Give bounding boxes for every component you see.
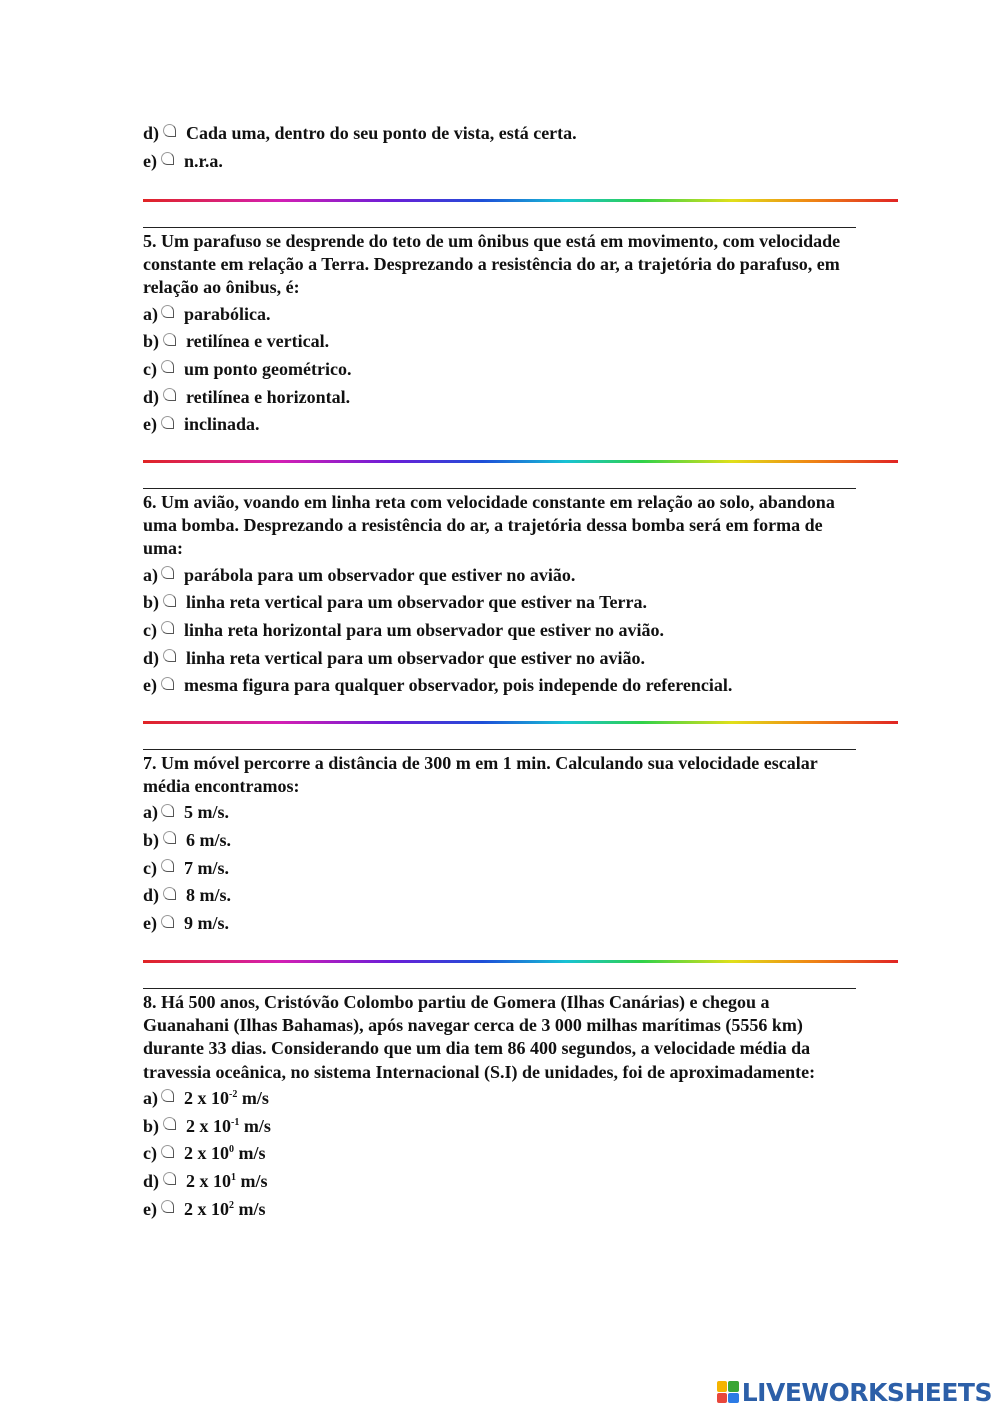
question-top-rule bbox=[143, 227, 856, 228]
radio-button-icon[interactable] bbox=[163, 1172, 176, 1185]
option-unit: m/s bbox=[237, 1087, 269, 1108]
option-text bbox=[184, 1140, 266, 1168]
option-text: mesma figura para qualquer observador, pois independe do referencial. bbox=[184, 675, 733, 696]
option-text: parábola para um observador que estiver no avião. bbox=[184, 564, 576, 585]
radio-button-icon[interactable] bbox=[161, 416, 174, 429]
option-exponent: 0 bbox=[229, 1144, 234, 1156]
option-c[interactable] bbox=[143, 617, 856, 645]
rainbow-divider bbox=[143, 199, 898, 202]
radio-button-icon[interactable] bbox=[161, 566, 174, 579]
option-d[interactable] bbox=[143, 645, 856, 673]
option-letter: c) bbox=[143, 1143, 157, 1164]
option-letter: d) bbox=[143, 647, 160, 668]
option-letter: c) bbox=[143, 619, 157, 640]
option-text: retilínea e horizontal. bbox=[186, 386, 351, 407]
radio-button-icon[interactable] bbox=[163, 124, 176, 137]
option-letter: b) bbox=[143, 331, 160, 352]
radio-button-icon[interactable] bbox=[161, 152, 174, 165]
option-exponent: 1 bbox=[231, 1171, 236, 1183]
option-text: um ponto geométrico. bbox=[184, 358, 352, 379]
option-letter: a) bbox=[143, 564, 158, 585]
option-d[interactable] bbox=[143, 1168, 856, 1196]
option-e[interactable] bbox=[143, 1196, 856, 1224]
radio-button-icon[interactable] bbox=[161, 677, 174, 690]
option-letter: b) bbox=[143, 1115, 160, 1136]
rainbow-divider bbox=[143, 960, 898, 963]
radio-button-icon[interactable] bbox=[163, 887, 176, 900]
option-text: linha reta vertical para um observador que estiver no avião. bbox=[186, 647, 645, 668]
radio-button-icon[interactable] bbox=[163, 1117, 176, 1130]
option-a[interactable] bbox=[143, 562, 856, 590]
option-b[interactable] bbox=[143, 328, 856, 356]
option-letter: e) bbox=[143, 675, 157, 696]
question-stem: 7. Um móvel percorre a distância de 300 m em 1 min. Calculando sua velocidade escalar média encontramos: bbox=[143, 753, 818, 797]
logo-square bbox=[717, 1393, 728, 1404]
liveworksheets-logo bbox=[717, 1379, 992, 1405]
option-e[interactable] bbox=[143, 148, 577, 176]
option-text: 7 m/s. bbox=[184, 857, 229, 878]
option-letter: e) bbox=[143, 150, 157, 171]
question-6 bbox=[143, 488, 856, 700]
logo-square bbox=[728, 1381, 739, 1392]
option-c[interactable] bbox=[143, 855, 856, 883]
option-d[interactable] bbox=[143, 384, 856, 412]
radio-button-icon[interactable] bbox=[161, 915, 174, 928]
option-text: parabólica. bbox=[184, 303, 271, 324]
option-text: n.r.a. bbox=[184, 150, 223, 171]
radio-button-icon[interactable] bbox=[161, 1145, 174, 1158]
option-e[interactable] bbox=[143, 411, 856, 439]
radio-button-icon[interactable] bbox=[161, 859, 174, 872]
logo-text: LIVEWORKSHEETS bbox=[741, 1377, 992, 1407]
question-8 bbox=[143, 988, 856, 1223]
option-unit: m/s bbox=[234, 1198, 266, 1219]
option-unit: m/s bbox=[234, 1143, 266, 1164]
option-text: Cada uma, dentro do seu ponto de vista, está certa. bbox=[186, 123, 577, 143]
option-text bbox=[186, 1113, 271, 1141]
option-letter: b) bbox=[143, 592, 160, 613]
option-text: linha reta vertical para um observador que estiver na Terra. bbox=[186, 592, 647, 613]
question-top-rule bbox=[143, 749, 856, 750]
option-text: inclinada. bbox=[184, 414, 260, 435]
question-stem: 5. Um parafuso se desprende do teto de um ônibus que está em movimento, com velocidade constante em relação a Terra. Desprezando a resistência do ar, a trajetória do parafuso, em relação ao ônibus, é: bbox=[143, 231, 841, 298]
option-letter: d) bbox=[143, 1170, 160, 1191]
option-letter: c) bbox=[143, 358, 157, 379]
option-exponent: -1 bbox=[231, 1116, 240, 1128]
option-unit: m/s bbox=[236, 1170, 268, 1191]
radio-button-icon[interactable] bbox=[161, 804, 174, 817]
option-base: 2 x 10 bbox=[184, 1198, 229, 1219]
option-b[interactable] bbox=[143, 589, 856, 617]
option-text: retilínea e vertical. bbox=[186, 331, 330, 352]
option-letter: a) bbox=[143, 303, 158, 324]
question-7 bbox=[143, 749, 856, 938]
option-letter: a) bbox=[143, 802, 158, 823]
option-letter: a) bbox=[143, 1087, 158, 1108]
option-e[interactable] bbox=[143, 910, 856, 938]
option-unit: m/s bbox=[239, 1115, 271, 1136]
question-top-rule bbox=[143, 988, 856, 989]
option-exponent: -2 bbox=[229, 1088, 238, 1100]
option-text: linha reta horizontal para um observador que estiver no avião. bbox=[184, 619, 665, 640]
option-text bbox=[186, 1168, 268, 1196]
option-letter: c) bbox=[143, 857, 157, 878]
option-c[interactable] bbox=[143, 1140, 856, 1168]
option-base: 2 x 10 bbox=[186, 1170, 231, 1191]
option-d[interactable] bbox=[143, 120, 577, 148]
option-text: 9 m/s. bbox=[184, 913, 229, 934]
option-letter: b) bbox=[143, 830, 160, 851]
radio-button-icon[interactable] bbox=[163, 649, 176, 662]
question-stem: 8. Há 500 anos, Cristóvão Colombo partiu de Gomera (Ilhas Canárias) e chegou a Guanahani (Ilhas Bahamas), após navegar cerca de 3 000 milhas marítimas (5556 km) durante 33 dias. Considerando que um dia tem 86 400 segundos, a velocidade média da travessia oceânica, no sistema Internacional (S.I) de unidades, foi de aproximadamente: bbox=[143, 992, 816, 1082]
option-letter: d) bbox=[143, 386, 160, 407]
option-b[interactable] bbox=[143, 1113, 856, 1141]
radio-button-icon[interactable] bbox=[163, 594, 176, 607]
radio-button-icon[interactable] bbox=[163, 388, 176, 401]
question-stem: 6. Um avião, voando em linha reta com velocidade constante em relação ao solo, abandona uma bomba. Desprezando a resistência do ar, a trajetória dessa bomba será em forma de uma: bbox=[143, 492, 835, 559]
option-text: 8 m/s. bbox=[186, 885, 231, 906]
option-a[interactable] bbox=[143, 1085, 856, 1113]
option-a[interactable] bbox=[143, 301, 856, 329]
option-letter: e) bbox=[143, 1198, 157, 1219]
option-letter: e) bbox=[143, 414, 157, 435]
radio-button-icon[interactable] bbox=[161, 621, 174, 634]
option-base: 2 x 10 bbox=[184, 1087, 229, 1108]
option-b[interactable] bbox=[143, 827, 856, 855]
logo-mark-icon bbox=[717, 1381, 739, 1403]
option-letter: e) bbox=[143, 913, 157, 934]
option-d[interactable] bbox=[143, 882, 856, 910]
option-text: 5 m/s. bbox=[184, 802, 229, 823]
option-e[interactable] bbox=[143, 672, 856, 700]
previous-question-options bbox=[143, 120, 577, 175]
option-text bbox=[184, 1196, 266, 1224]
option-letter: d) bbox=[143, 885, 160, 906]
rainbow-divider bbox=[143, 460, 898, 463]
option-letter: d) bbox=[143, 123, 160, 143]
option-base: 2 x 10 bbox=[186, 1115, 231, 1136]
question-top-rule bbox=[143, 488, 856, 489]
radio-button-icon[interactable] bbox=[161, 1089, 174, 1102]
option-exponent: 2 bbox=[229, 1199, 234, 1211]
option-a[interactable] bbox=[143, 799, 856, 827]
option-text bbox=[184, 1085, 269, 1113]
option-base: 2 x 10 bbox=[184, 1143, 229, 1164]
logo-square bbox=[717, 1381, 728, 1392]
radio-button-icon[interactable] bbox=[163, 831, 176, 844]
option-text: 6 m/s. bbox=[186, 830, 231, 851]
logo-square bbox=[728, 1393, 739, 1404]
radio-button-icon[interactable] bbox=[161, 360, 174, 373]
rainbow-divider bbox=[143, 721, 898, 724]
option-c[interactable] bbox=[143, 356, 856, 384]
radio-button-icon[interactable] bbox=[163, 333, 176, 346]
question-5 bbox=[143, 227, 856, 439]
radio-button-icon[interactable] bbox=[161, 305, 174, 318]
radio-button-icon[interactable] bbox=[161, 1200, 174, 1213]
